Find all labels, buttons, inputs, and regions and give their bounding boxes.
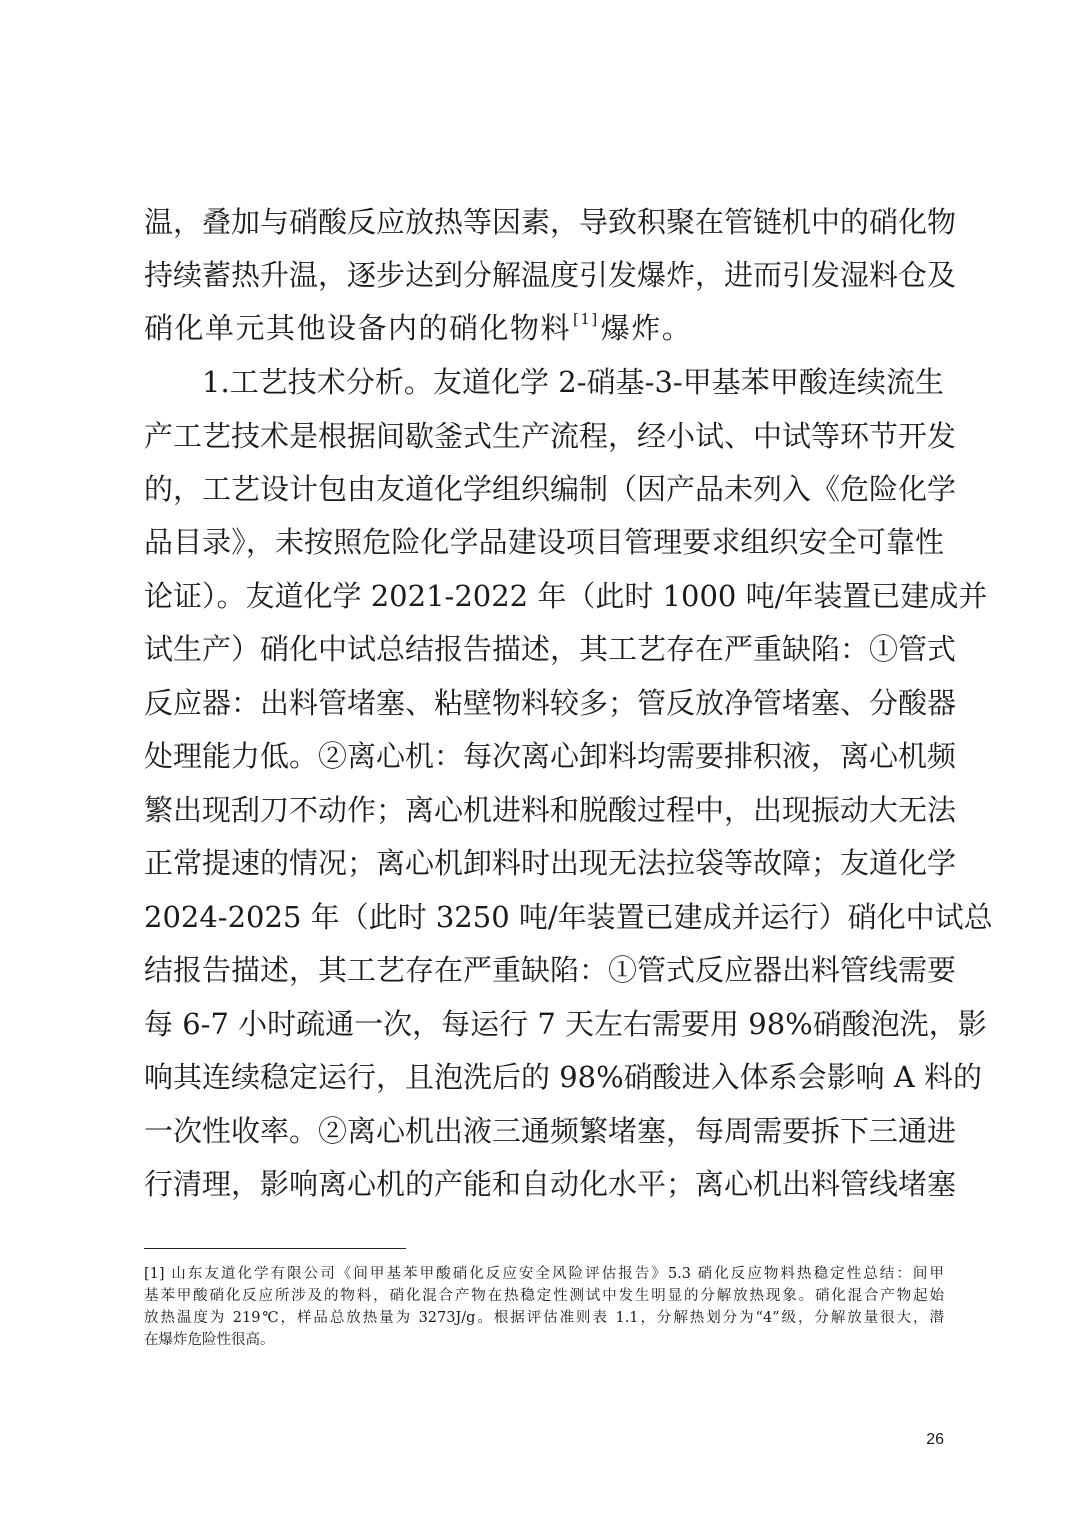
footnote-divider [144,1248,406,1249]
body-line-9: 试生产）硝化中试总结报告描述，其工艺存在严重缺陷：①管式 [144,632,957,666]
body-line-13: 正常提速的情况；离心机卸料时出现无法拉袋等故障；友道化学 [144,846,957,880]
body-line-16: 每 6-7 小时疏通一次，每运行 7 天左右需要用 98%硝酸泡洗，影 [144,1007,987,1041]
body-line-3-text: 硝化单元其他设备内的硝化物料 [144,311,572,345]
footnote-line-3: 放热温度为 219℃，样品总放热量为 3273J/g。根据评估准则表 1.1，分解热划分为“4”级，分解放量很大，潜 [144,1310,944,1326]
body-line-1: 温，叠加与硝酸反应放热等因素，导致积聚在管链机中的硝化物 [144,205,957,239]
body-line-11: 处理能力低。②离心机：每次离心卸料均需要排积液，离心机频 [144,739,957,773]
body-line-8: 论证）。友道化学 2021-2022 年（此时 1000 吨/年装置已建成并 [144,579,988,613]
body-line-17: 响其连续稳定运行，且泡洗后的 98%硝酸进入体系会影响 A 料的 [144,1060,983,1094]
page-number: 26 [926,1431,944,1448]
body-line-15: 结报告描述，其工艺存在严重缺陷：①管式反应器出料管线需要 [144,953,957,987]
body-line-4: 1.工艺技术分析。友道化学 2-硝基-3-甲基苯甲酸连续流生 [202,365,944,399]
body-line-6: 的，工艺设计包由友道化学组织编制（因产品未列入《危险化学 [144,472,957,506]
body-line-5: 产工艺技术是根据间歇釜式生产流程，经小试、中试等环节开发 [144,419,957,453]
body-line-18: 一次性收率。②离心机出液三通频繁堵塞，每周需要拆下三通进 [144,1114,957,1148]
body-line-3 [144,308,944,348]
body-line-7: 品目录》，未按照危险化学品建设项目管理要求组织安全可靠性 [144,525,944,559]
footnote-reference: [1] [573,310,599,328]
body-line-19: 行清理，影响离心机的产能和自动化水平；离心机出料管线堵塞 [144,1167,957,1201]
footnote-line-2: 基苯甲酸硝化反应所涉及的物料，硝化混合产物在热稳定性测试中发生明显的分解放热现象。硝化混合产物起始 [144,1288,944,1304]
body-line-10: 反应器：出料管堵塞、粘壁物料较多；管反放净管堵塞、分酸器 [144,686,957,720]
footnote-line-4: 在爆炸危险性很高。 [144,1332,275,1348]
body-line-12: 繁出现刮刀不动作；离心机进料和脱酸过程中，出现振动大无法 [144,793,957,827]
body-line-3-tail: 爆炸。 [600,311,693,345]
body-line-2: 持续蓄热升温，逐步达到分解温度引发爆炸，进而引发湿料仓及 [144,258,957,292]
footnote-line-1: [1] 山东友道化学有限公司《间甲基苯甲酸硝化反应安全风险评估报告》5.3 硝化反应物料热稳定性总结：间甲 [144,1266,944,1282]
body-line-14: 2024-2025 年（此时 3250 吨/年装置已建成并运行）硝化中试总 [144,900,993,934]
